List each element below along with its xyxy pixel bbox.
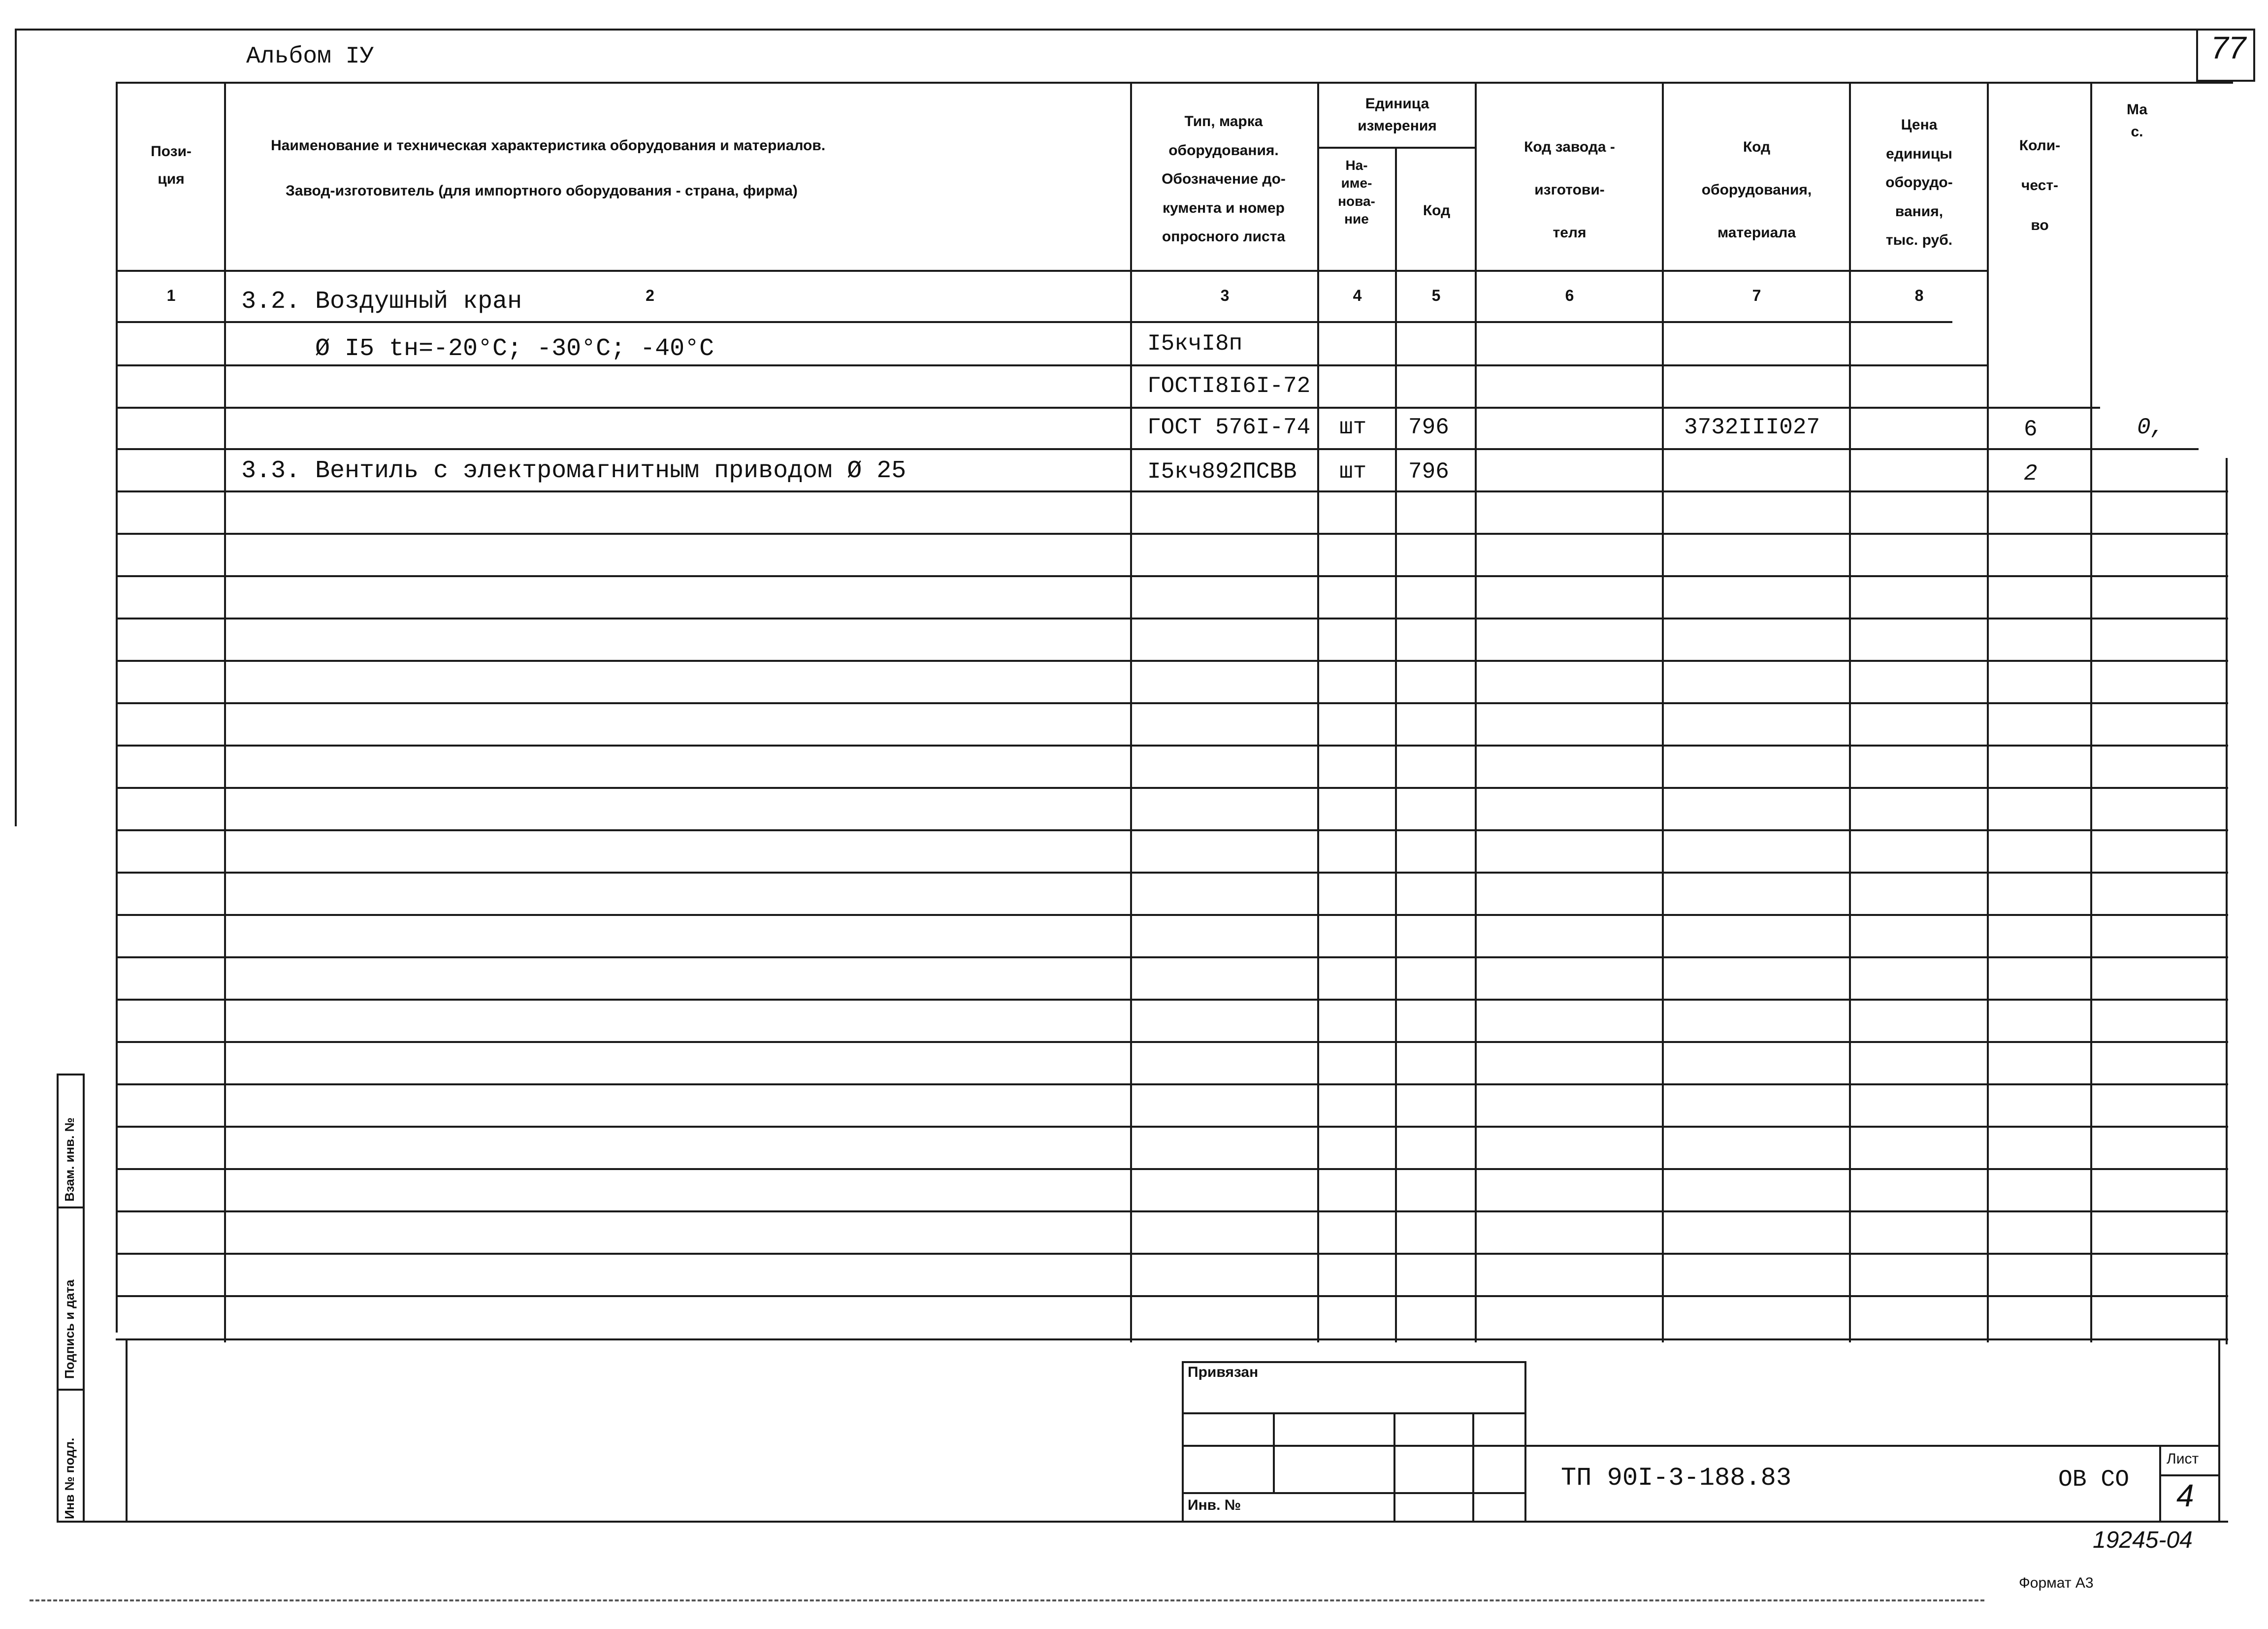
row-line-13 xyxy=(116,872,2228,874)
format-label: Формат А3 xyxy=(2019,1575,2094,1591)
row-5-type: I5кч892ПСВВ xyxy=(1147,459,1297,485)
row-3-type: ГОСТI8I6I-72 xyxy=(1147,373,1311,399)
row-4-qty: 6 xyxy=(2024,417,2038,442)
row-line-8 xyxy=(116,660,2228,662)
row-line-21 xyxy=(116,1210,2228,1212)
header-qty: Коли- чест- во xyxy=(2019,137,2061,233)
doc-type: ОВ СО xyxy=(2058,1466,2130,1493)
row-line-15 xyxy=(116,956,2228,958)
table-bottom-line xyxy=(116,1338,2228,1340)
row-5-name: 3.3. Вентиль с электромагнитным приводом Ø 25 xyxy=(241,457,907,485)
table-top-line xyxy=(116,82,2233,84)
header-bottom-line xyxy=(116,270,1987,272)
privyazan-line-1 xyxy=(1182,1412,1526,1414)
header-unit: Единица измерения xyxy=(1358,96,1437,134)
side-strip-top xyxy=(57,1074,85,1075)
header-type: Тип, марка оборудования. Обозначение до- кумента и номер опросного листа xyxy=(1162,113,1286,245)
top-border xyxy=(15,29,2196,31)
sheet-left-inner-line xyxy=(126,1338,128,1523)
col-line-2 xyxy=(1130,82,1132,1342)
row-4-extra: 0, xyxy=(2137,415,2165,440)
side-label-inv-podl: Инв № подл. xyxy=(62,1437,77,1519)
col-line-9 xyxy=(2090,82,2092,1342)
side-strip-inner xyxy=(83,1074,85,1523)
col-number-5: 5 xyxy=(1431,287,1441,304)
privyazan-vline-1 xyxy=(1273,1412,1275,1492)
row-line-18 xyxy=(116,1083,2228,1085)
privyazan-vline-3 xyxy=(1472,1412,1474,1523)
row-line-6 xyxy=(116,575,2228,577)
row-line-23 xyxy=(116,1295,2228,1297)
row-4-code: 796 xyxy=(1408,415,1449,440)
col-number-8: 8 xyxy=(1914,287,1924,304)
row-line-7 xyxy=(116,618,2228,619)
sheet-bottom-line xyxy=(57,1521,2228,1523)
col-line-5 xyxy=(1475,82,1477,1342)
side-strip-div-2 xyxy=(57,1389,85,1391)
col-number-7: 7 xyxy=(1752,287,1761,304)
row-2-name: Ø I5 tн=-20°C; -30°C; -40°C xyxy=(315,335,714,363)
header-equip-code: Код оборудования, материала xyxy=(1701,139,1812,241)
privyazan-vline-2 xyxy=(1393,1412,1395,1523)
privyazan-label: Привязан xyxy=(1188,1364,1259,1380)
sheet-label: Лист xyxy=(2167,1451,2199,1467)
col-line-7 xyxy=(1849,82,1851,1342)
row-2-type: I5кчI8п xyxy=(1147,331,1243,357)
col-number-6: 6 xyxy=(1565,287,1574,304)
col-line-6 xyxy=(1662,82,1664,1342)
privyazan-line-3 xyxy=(1182,1492,1526,1494)
col-line-1 xyxy=(224,82,226,1342)
bottom-code: 19245-04 xyxy=(2093,1527,2193,1553)
header-name-line1: Наименование и техническая характеристика оборудования и материалов. xyxy=(271,137,826,154)
col-number-4: 4 xyxy=(1353,287,1362,304)
col-line-3 xyxy=(1317,82,1319,1342)
row-line-4 xyxy=(116,490,2228,492)
header-extra: Ма с. xyxy=(2126,101,2148,140)
row-line-1 xyxy=(116,364,1987,366)
col-number-1: 1 xyxy=(166,287,176,304)
left-border xyxy=(15,29,17,826)
row-line-9 xyxy=(116,702,2228,704)
side-label-podpis: Подпись и дата xyxy=(62,1279,77,1379)
row-5-qty: 2 xyxy=(2024,461,2038,487)
privyazan-line-2 xyxy=(1182,1445,1526,1447)
row-line-5 xyxy=(116,533,2228,535)
col-line-8 xyxy=(1987,82,1989,1342)
row-line-16 xyxy=(116,999,2228,1001)
row-line-17 xyxy=(116,1041,2228,1043)
row-line-14 xyxy=(116,914,2228,916)
sheet-right-line xyxy=(2218,1338,2220,1523)
row-line-2 xyxy=(116,407,2100,409)
sheet-box-div xyxy=(2159,1474,2218,1476)
colnum-bottom-line xyxy=(116,321,1952,323)
doc-code: ТП 90I-3-188.83 xyxy=(1561,1464,1792,1493)
header-price: Цена единицы оборудо- вания, тыс. руб. xyxy=(1885,117,1953,248)
row-4-equip: 3732III027 xyxy=(1684,415,1820,440)
page-bottom-dashed xyxy=(30,1599,1984,1601)
header-name-line2: Завод-изготовитель (для импортного оборудования - страна, фирма) xyxy=(286,183,798,199)
album-title: Альбом IУ xyxy=(246,43,374,70)
header-unit-name: На- име- нова- ние xyxy=(1338,158,1375,227)
corner-mark: 77 xyxy=(2211,30,2246,65)
row-line-11 xyxy=(116,787,2228,789)
sheet-box-left xyxy=(2159,1445,2161,1523)
header-pos: Пози- ция xyxy=(151,143,192,187)
header-factory-code: Код завода - изготови- теля xyxy=(1524,139,1615,241)
header-unit-code: Код xyxy=(1423,202,1451,219)
side-strip-div-1 xyxy=(57,1206,85,1208)
row-line-20 xyxy=(116,1168,2228,1170)
col-number-3: 3 xyxy=(1220,287,1230,304)
row-1-name: 3.2. Воздушный кран xyxy=(241,288,522,316)
row-line-12 xyxy=(116,829,2228,831)
side-strip-outer xyxy=(57,1074,59,1523)
title-block-top xyxy=(1526,1445,2218,1447)
row-line-22 xyxy=(116,1253,2228,1255)
col-number-2: 2 xyxy=(646,287,654,304)
inv-no-label: Инв. № xyxy=(1188,1497,1241,1513)
row-line-3 xyxy=(116,448,2199,450)
side-label-vzam: Взам. инв. № xyxy=(62,1117,77,1202)
row-4-type: ГОСТ 576I-74 xyxy=(1147,415,1311,440)
row-line-19 xyxy=(116,1126,2228,1128)
row-5-code: 796 xyxy=(1408,459,1449,485)
row-4-unit: шт xyxy=(1339,415,1367,440)
row-5-unit: шт xyxy=(1339,459,1367,485)
sheet-number: 4 xyxy=(2176,1478,2194,1513)
unit-split-line xyxy=(1317,147,1475,149)
row-line-10 xyxy=(116,745,2228,747)
col-line-0 xyxy=(116,82,118,1333)
